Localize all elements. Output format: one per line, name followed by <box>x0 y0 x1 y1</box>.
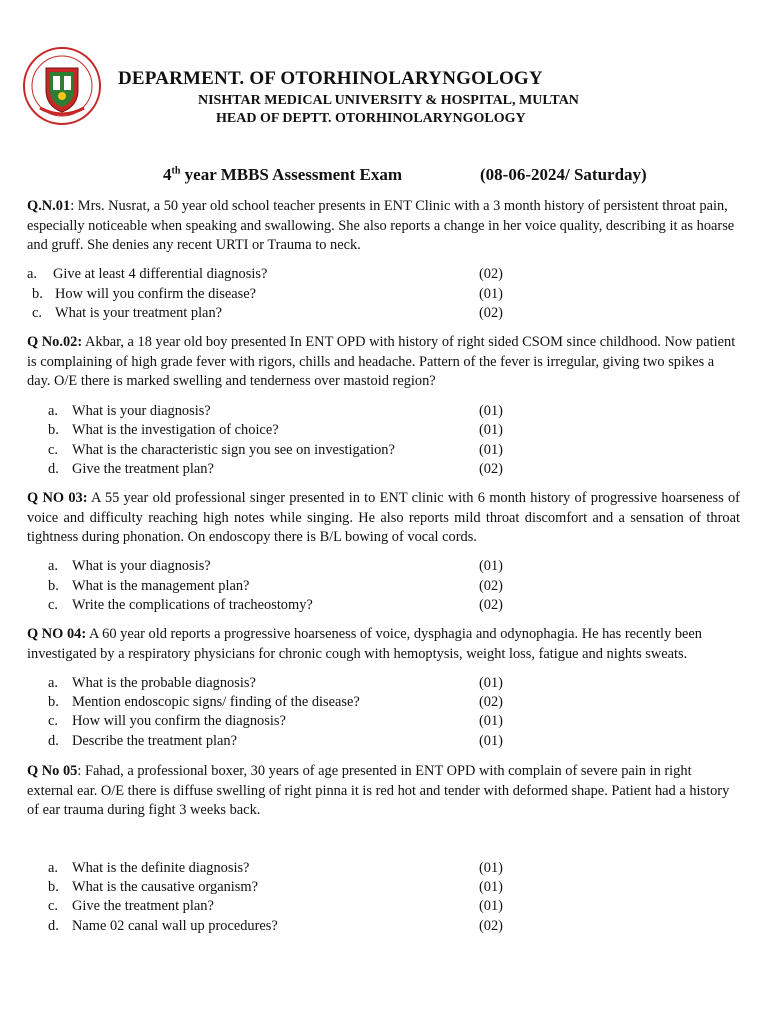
part-letter: a. <box>48 403 58 419</box>
q3-part-b-marks: (02) <box>479 578 503 594</box>
q4-part-d <box>48 732 237 752</box>
question-2-stem <box>27 333 740 392</box>
part-text: Name 02 canal wall up procedures? <box>72 918 278 934</box>
q2-part-b <box>48 421 279 441</box>
question-4-stem <box>27 625 740 664</box>
part-letter: a. <box>48 860 58 876</box>
q4-part-a <box>48 674 256 694</box>
part-text: How will you confirm the disease? <box>55 286 257 302</box>
part-letter: c. <box>48 898 58 914</box>
question-2-text: Akbar, a 18 year old boy presented In ENT OPD with history of right sided CSOM since childhood. Now patient is complaining of high grade fever with rigors, chills and headache. Pattern of the fever is irregular, giving two spikes a day. O/E there is marked swelling and tenderness over mastoid region? <box>27 334 736 389</box>
question-3-stem <box>27 489 740 548</box>
part-letter: c. <box>48 597 58 613</box>
part-letter: d. <box>48 461 59 477</box>
q2-part-c-marks: (01) <box>479 442 503 458</box>
q2-part-d-marks: (02) <box>479 461 503 477</box>
q5-part-b-marks: (01) <box>479 879 503 895</box>
part-letter: c. <box>48 442 58 458</box>
part-letter: b. <box>48 694 59 710</box>
part-text: Give at least 4 differential diagnosis? <box>53 266 268 282</box>
question-1-text: : Mrs. Nusrat, a 50 year old school teacher presents in ENT Clinic with a 3 month history of persistent throat pain, especially noticeable when speaking and swallowing. She also reports a change in her voice quality, describing it as hoarse and gruff. She denies any recent URTI or Trauma to neck. <box>27 198 735 253</box>
university-crest-logo <box>22 46 102 126</box>
question-5-label: Q No 05 <box>27 763 78 779</box>
question-4-text: A 60 year old reports a progressive hoarseness of voice, dysphagia and odynophagia. He has recently been investigated by a respiratory physicians for chronic cough with hemoptysis, weight loss, fatigue and nights sweats. <box>27 626 702 662</box>
part-text: Give the treatment plan? <box>72 898 214 914</box>
part-text: How will you confirm the diagnosis? <box>72 713 286 729</box>
q1-part-c-marks: (02) <box>479 305 503 321</box>
q5-part-b <box>48 878 258 898</box>
q1-part-c <box>32 304 222 324</box>
department-title: DEPARMENT. OF OTORHINOLARYNGOLOGY <box>118 68 543 89</box>
question-5-stem <box>27 762 740 821</box>
part-text: What is the definite diagnosis? <box>72 860 250 876</box>
part-text: What is the causative organism? <box>72 879 258 895</box>
q4-part-c <box>48 712 286 732</box>
q4-part-d-marks: (01) <box>479 733 503 749</box>
q4-part-b-marks: (02) <box>479 694 503 710</box>
part-text: What is the characteristic sign you see on investigation? <box>72 442 395 458</box>
q2-part-d <box>48 460 214 480</box>
part-text: Give the treatment plan? <box>72 461 214 477</box>
q5-part-a <box>48 859 249 879</box>
question-4-label: Q NO 04: <box>27 626 87 642</box>
question-3-label: Q NO 03: <box>27 490 88 506</box>
question-1-label: Q.N.01 <box>27 198 71 214</box>
q2-part-a <box>48 402 211 422</box>
q4-part-b <box>48 693 360 713</box>
q5-part-d-marks: (02) <box>479 918 503 934</box>
q3-part-a <box>48 557 211 577</box>
q1-part-b-marks: (01) <box>479 286 503 302</box>
part-letter: b. <box>32 286 43 302</box>
q1-part-a-marks: (02) <box>479 266 503 282</box>
q5-part-d <box>48 917 278 937</box>
q3-part-c-marks: (02) <box>479 597 503 613</box>
part-letter: a. <box>27 266 37 282</box>
part-letter: c. <box>32 305 42 321</box>
q1-part-b <box>32 285 256 305</box>
part-text: What is the investigation of choice? <box>72 422 279 438</box>
exam-year-number: 4 <box>163 165 172 184</box>
exam-title <box>163 165 402 185</box>
question-2-label: Q No.02: <box>27 334 83 350</box>
part-text: Describe the treatment plan? <box>72 733 238 749</box>
exam-year-suffix: th <box>171 165 181 177</box>
part-text: What is your diagnosis? <box>72 558 211 574</box>
exam-title-rest: year MBBS Assessment Exam <box>180 165 403 184</box>
q2-part-c <box>48 441 395 461</box>
part-letter: a. <box>48 558 58 574</box>
q4-part-a-marks: (01) <box>479 675 503 691</box>
part-text: What is your diagnosis? <box>72 403 211 419</box>
q3-part-a-marks: (01) <box>479 558 503 574</box>
part-text: What is the probable diagnosis? <box>72 675 256 691</box>
part-text: What is your treatment plan? <box>55 305 223 321</box>
q2-part-a-marks: (01) <box>479 403 503 419</box>
part-text: What is the management plan? <box>72 578 250 594</box>
part-letter: d. <box>48 733 59 749</box>
part-text: Write the complications of tracheostomy? <box>72 597 313 613</box>
head-of-department: HEAD OF DEPTT. OTORHINOLARYNGOLOGY <box>216 111 526 126</box>
exam-date: (08-06-2024/ Saturday) <box>480 165 647 184</box>
q5-part-a-marks: (01) <box>479 860 503 876</box>
q3-part-c <box>48 596 313 616</box>
part-letter: b. <box>48 879 59 895</box>
part-letter: c. <box>48 713 58 729</box>
q5-part-c <box>48 897 214 917</box>
q5-part-c-marks: (01) <box>479 898 503 914</box>
q1-part-a <box>27 265 267 285</box>
question-3-text: A 55 year old professional singer presented in to ENT clinic with 6 month history of progressive hoarseness of voice and difficulty reaching high notes while singing. He also reports mild throat discomfort and a sensation of throat tightness during phonation. On endoscopy there is B/L bowing of vocal cords. <box>27 490 740 545</box>
q3-part-b <box>48 577 249 597</box>
question-1-stem <box>27 197 740 256</box>
part-letter: a. <box>48 675 58 691</box>
part-text: Mention endoscopic signs/ finding of the disease? <box>72 694 360 710</box>
question-5-text: : Fahad, a professional boxer, 30 years of age presented in ENT OPD with complain of severe pain in right external ear. O/E there is diffuse swelling of right pinna it is red hot and tender with deformed shape. Patient had a history of ear trauma during fight 3 weeks back. <box>27 763 730 818</box>
q4-part-c-marks: (01) <box>479 713 503 729</box>
part-letter: d. <box>48 918 59 934</box>
part-letter: b. <box>48 578 59 594</box>
part-letter: b. <box>48 422 59 438</box>
university-name: NISHTAR MEDICAL UNIVERSITY & HOSPITAL, MULTAN <box>198 93 579 108</box>
q2-part-b-marks: (01) <box>479 422 503 438</box>
